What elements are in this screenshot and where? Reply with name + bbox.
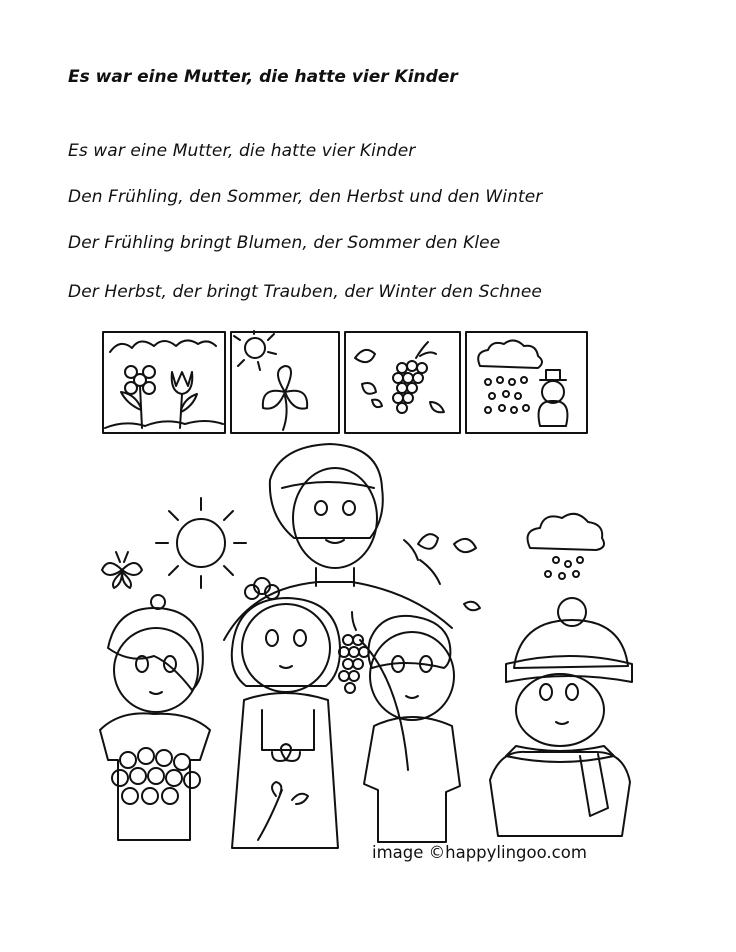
mother-figure: [224, 444, 452, 770]
verse-line-3: Der Frühling bringt Blumen, der Sommer den Klee: [68, 233, 501, 253]
winter-boy-figure: [490, 598, 632, 836]
winter-snowman-panel: [466, 332, 587, 433]
summer-girl-figure: [232, 578, 340, 848]
autumn-leaves-drawing: [404, 534, 480, 610]
verse-line-4: Der Herbst, der bringt Trauben, der Winter den Schnee: [68, 282, 542, 302]
spring-flowers-panel: [103, 332, 225, 433]
autumn-boy-figure: [339, 612, 460, 842]
summer-clover-panel: [231, 331, 339, 433]
butterfly-drawing: [102, 552, 142, 588]
spring-girl-figure: [100, 595, 210, 840]
autumn-grapes-panel: [345, 332, 460, 433]
verse-line-2: Den Frühling, den Sommer, den Herbst und den Winter: [68, 187, 543, 207]
page-title: Es war eine Mutter, die hatte vier Kinder: [68, 67, 458, 87]
sun-drawing: [156, 498, 246, 588]
verse-line-1: Es war eine Mutter, die hatte vier Kinder: [68, 141, 416, 161]
snow-cloud-drawing: [528, 514, 604, 579]
image-credit: image ©happylingoo.com: [372, 843, 587, 862]
